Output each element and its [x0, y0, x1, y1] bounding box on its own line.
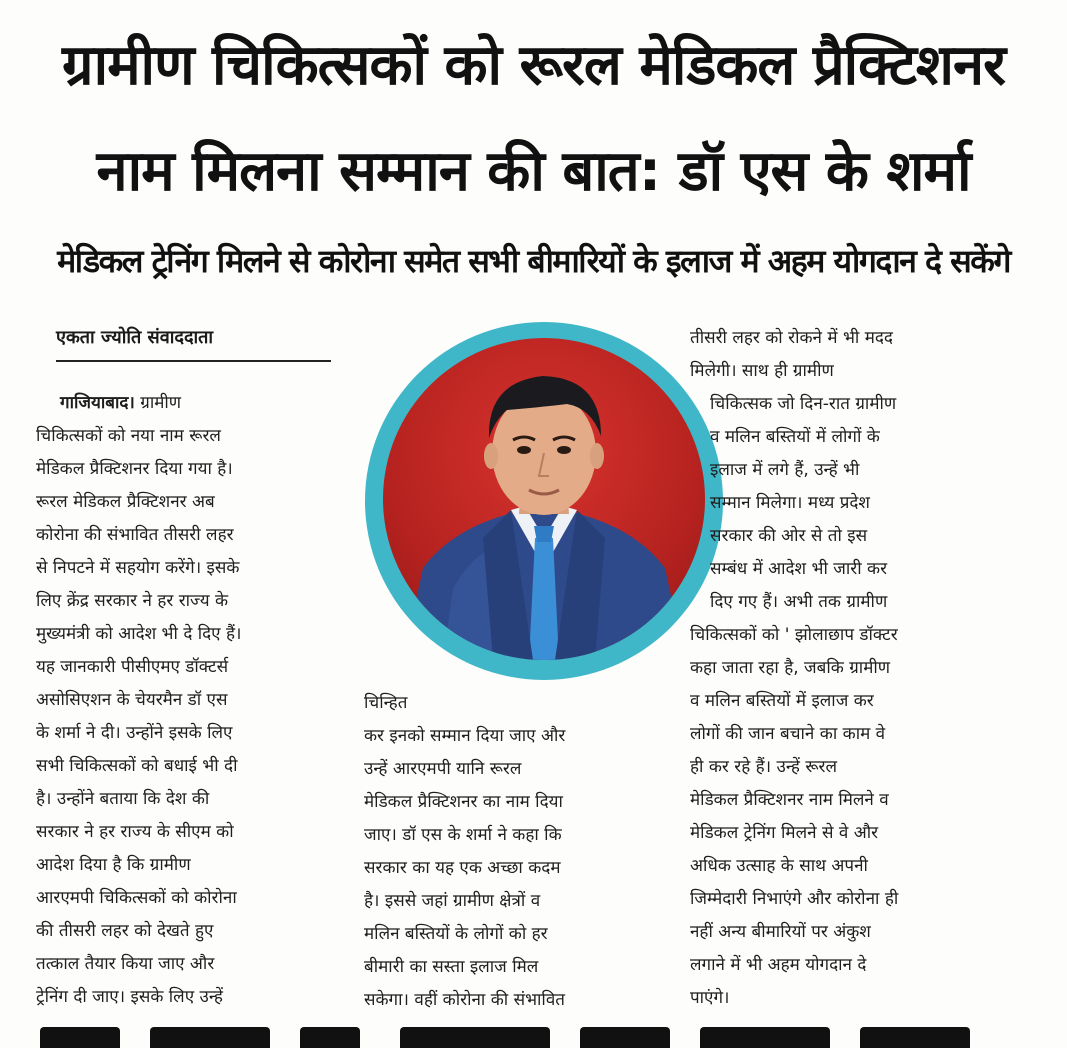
text-line: जिम्मेदारी निभाएंगे और कोरोना ही	[690, 889, 899, 909]
text-line: रूरल मेडिकल प्रैक्टिशनर अब	[36, 492, 215, 512]
text-line: बीमारी का सस्ता इलाज मिल	[364, 957, 539, 977]
dateline: गाजियाबाद।	[60, 393, 135, 413]
text-line: जाए। डॉ एस के शर्मा ने कहा कि	[364, 825, 562, 845]
text-line: मुख्यमंत्री को आदेश भी दे दिए हैं।	[36, 624, 242, 644]
portrait-illustration	[383, 338, 705, 660]
text-line: लिए क्रेंद्र सरकार ने हर राज्य के	[36, 591, 229, 611]
text-line: ट्रेनिंग दी जाए। इसके लिए उन्हें	[36, 987, 223, 1007]
text-line: से निपटने में सहयोग करेंगे। इसके	[36, 558, 240, 578]
text-line: अधिक उत्साह के साथ अपनी	[690, 856, 868, 876]
article-column-2	[364, 687, 664, 1017]
text-line: मेडिकल ट्रेनिंग मिलने से वे और	[690, 823, 879, 843]
text-line: पाएंगे।	[690, 988, 730, 1008]
text-line: चिकित्सकों को ' झोलाछाप डॉक्टर	[690, 625, 898, 645]
text-line: है। इससे जहां ग्रामीण क्षेत्रों व	[364, 891, 541, 911]
text-line: गाजियाबाद। ग्रामीण	[60, 393, 182, 413]
text-line: चिन्हित	[364, 693, 408, 713]
text-line: असोसिएशन के चेयरमैन डॉ एस	[36, 690, 228, 710]
text-line: उन्हें आरएमपी यानि रूरल	[364, 759, 522, 779]
next-headline-cutoff	[0, 1025, 1067, 1048]
text-line: के शर्मा ने दी। उन्होंने इसके लिए	[36, 723, 233, 743]
text-line: सम्मान मिलेगा। मध्य प्रदेश	[710, 493, 870, 513]
text-line: चिकित्सकों को नया नाम रूरल	[36, 426, 221, 446]
text-line: आरएमपी चिकित्सकों को कोरोना	[36, 888, 237, 908]
text-line: सभी चिकित्सकों को बधाई भी दी	[36, 756, 238, 776]
text-line: सरकार की ओर से तो इस	[710, 526, 868, 546]
headline-line-2: नाम मिलना सम्मान की बात: डॉ एस के शर्मा	[96, 139, 971, 204]
text-line: मलिन बस्तियों के लोगों को हर	[364, 924, 548, 944]
text-line: मेडिकल प्रैक्टिशनर का नाम दिया	[364, 792, 563, 812]
text-line: कर इनको सम्मान दिया जाए और	[364, 726, 566, 746]
text-line: यह जानकारी पीसीएमए डॉक्टर्स	[36, 657, 229, 677]
text-line: सरकार का यह एक अच्छा कदम	[364, 858, 561, 878]
text-line: की तीसरी लहर को देखते हुए	[36, 921, 214, 941]
text-line: है। उन्होंने बताया कि देश की	[36, 789, 210, 809]
text-line: इलाज में लगे हैं, उन्हें भी	[710, 460, 860, 480]
byline: एकता ज्योति संवाददाता	[56, 327, 214, 348]
article-column-3	[690, 322, 990, 1015]
article-column-1	[36, 387, 336, 1014]
text-line: कोरोना की संभावित तीसरी लहर	[36, 525, 234, 545]
text-line: मेडिकल प्रैक्टिशनर दिया गया है।	[36, 459, 233, 479]
subheadline: मेडिकल ट्रेनिंग मिलने से कोरोना समेत सभी बीमारियों के इलाज में अहम योगदान दे सकेंगे	[57, 242, 1010, 280]
headline-line-1: ग्रामीण चिकित्सकों को रूरल मेडिकल प्रैक्टिशनर	[61, 33, 1005, 98]
text-line: व मलिन बस्तियों में लोगों के	[710, 427, 880, 447]
text-line: लोगों की जान बचाने का काम वे	[690, 724, 886, 744]
text-line: आदेश दिया है कि ग्रामीण	[36, 855, 191, 875]
text-line: मिलेगी। साथ ही ग्रामीण	[690, 361, 834, 381]
text-line: ही कर रहे हैं। उन्हें रूरल	[690, 757, 838, 777]
text-line: चिकित्सक जो दिन-रात ग्रामीण	[710, 394, 897, 414]
portrait-photo	[383, 338, 705, 660]
text-line: तीसरी लहर को रोकने में भी मदद	[690, 328, 893, 348]
text-line: सम्बंध में आदेश भी जारी कर	[710, 559, 888, 579]
text-line: लगाने में भी अहम योगदान दे	[690, 955, 867, 975]
text-line: सकेगा। वहीं कोरोना की संभावित	[364, 990, 565, 1010]
text-line: मेडिकल प्रैक्टिशनर नाम मिलने व	[690, 790, 889, 810]
text-line: सरकार ने हर राज्य के सीएम को	[36, 822, 234, 842]
text-line: नहीं अन्य बीमारियों पर अंकुश	[690, 922, 871, 942]
text-line: व मलिन बस्तियों में इलाज कर	[690, 691, 874, 711]
text-line: दिए गए हैं। अभी तक ग्रामीण	[710, 592, 888, 612]
byline-divider	[56, 360, 331, 362]
text-line: तत्काल तैयार किया जाए और	[36, 954, 215, 974]
text-line: कहा जाता रहा है, जबकि ग्रामीण	[690, 658, 891, 678]
